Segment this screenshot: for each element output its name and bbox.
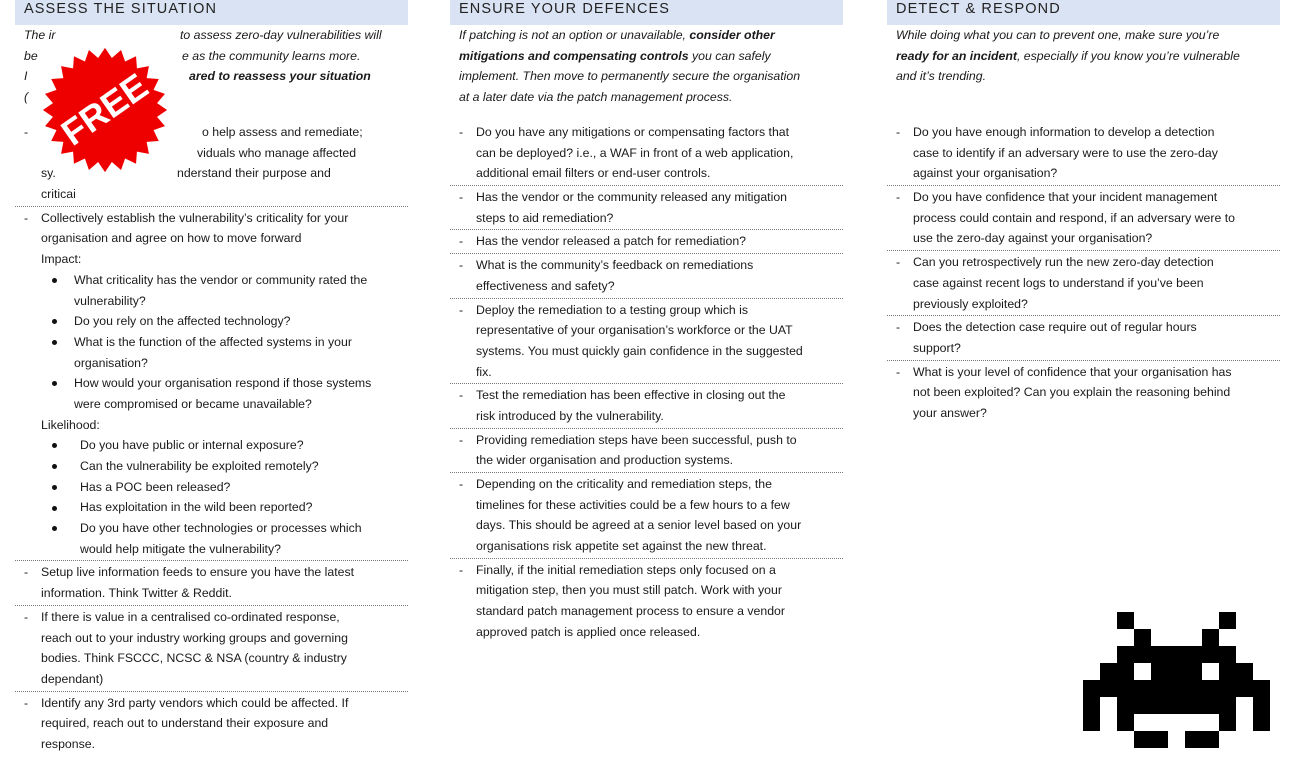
bullet-icon [52,278,57,283]
invader-pixel [1100,663,1117,680]
dash-marker: - [459,477,464,491]
invader-pixel [1134,680,1151,697]
intro-line [896,25,1280,46]
invader-pixel [1253,697,1270,714]
intro-emphasis: consider other [689,28,775,42]
invader-pixel [1117,680,1134,697]
invader-pixel [1219,697,1236,714]
intro-line [459,66,843,87]
invader-pixel [1117,646,1134,663]
item-line: case against recent logs to understand if you’ve been [913,275,1204,290]
dash-marker: - [896,320,901,335]
invader-pixel [1168,663,1185,680]
item-line: Has exploitation in the wild been reported? [80,500,313,515]
dash-marker: - [896,125,901,139]
item-line: support? [913,340,961,355]
invader-pixel [1236,680,1253,697]
item-line: Do you have public or internal exposure? [80,438,304,453]
intro-line [459,87,843,108]
dash-marker: - [459,432,464,447]
dash-marker: - [459,234,464,249]
bullet-icon [52,485,57,490]
intro-segment: at a later date via the patch management process. [459,90,733,105]
item-line: not been exploited? Can you explain the reasoning behind [913,385,1231,400]
item-line [15,184,408,205]
item-line: If there is value in a centralised co-ordinated response, [41,609,340,624]
intro-text [887,25,1280,87]
checklist-item [15,693,408,756]
item-line: were compromised or became unavailable? [74,396,312,411]
intro-fragment-right: e as the community learns more. [182,48,361,63]
checklist [15,122,408,757]
item-line: reach out to your industry working groups and governing [41,630,348,645]
invader-pixel [1253,680,1270,697]
intro-segment: and it’s trending. [896,69,987,84]
invader-pixel [1185,646,1202,663]
checklist-item [15,562,408,605]
item-line: What criticality has the vendor or community rated the [74,272,368,287]
dash-marker: - [24,125,29,139]
invader-pixel [1202,646,1219,663]
space-invader-icon [1083,612,1270,748]
invader-pixel [1134,646,1151,663]
intro-line [24,25,408,46]
dash-marker: - [459,302,464,317]
item-line: Likelihood: [41,417,100,432]
item-line: Do you rely on the affected technology? [74,314,291,329]
invader-pixel [1168,646,1185,663]
item-line: effectiveness and safety? [476,278,615,293]
item-fragment-right: nderstand their purpose and [177,166,331,181]
invader-pixel [1202,680,1219,697]
item-line: Collectively establish the vulnerability’s criticality for your [41,210,349,225]
item-line: Do you have any mitigations or compensating factors that [476,125,790,139]
checklist-item [887,252,1280,316]
checklist [450,122,843,645]
invader-pixel [1253,714,1270,731]
item-line: Do you have other technologies or processes which [80,521,362,536]
item-fragment-right: viduals who manage affected [197,145,357,160]
item-line: Has a POC been released? [80,479,231,494]
checklist-item [887,362,1280,425]
invader-pixel [1219,680,1236,697]
invader-pixel [1151,663,1168,680]
item-line: process could contain and respond, if an adversary were to [913,210,1235,225]
checklist-item [450,385,843,428]
item-line: can be deployed? i.e., a WAF in front of a web application, [476,145,794,160]
item-line: systems. You must quickly gain confidence in the suggested [476,343,803,358]
checklist-item [450,300,843,385]
item-line: Providing remediation steps have been successful, push to [476,432,797,447]
dash-marker: - [459,258,464,273]
invader-pixel [1134,731,1151,748]
intro-text [450,25,843,108]
item-line: the wider organisation and production systems. [476,453,734,468]
item-line: Do you have enough information to develop a detection [913,125,1215,139]
checklist-item [15,607,408,692]
invader-pixel [1202,731,1219,748]
item-line: additional email filters or end-user controls. [476,166,711,181]
item-line: required, reach out to understand their exposure and [41,716,329,731]
checklist-item [887,317,1280,360]
checklist-item [450,231,843,254]
item-line: approved patch is applied once released. [476,624,701,639]
invader-pixel [1151,680,1168,697]
invader-pixel [1185,731,1202,748]
invader-pixel [1185,663,1202,680]
invader-pixel [1202,697,1219,714]
item-line: steps to aid remediation? [476,210,614,225]
item-line: Test the remediation has been effective in closing out the [476,388,786,403]
item-line: Deploy the remediation to a testing group which is [476,302,749,317]
item-line: What is your level of confidence that your organisation has [913,364,1232,379]
checklist [887,122,1280,426]
dash-marker: - [459,388,464,403]
dash-marker: - [24,695,29,710]
intro-fragment-left: I [24,69,28,84]
item-line: response. [41,736,96,751]
invader-pixel [1236,663,1253,680]
dash-marker: - [459,125,464,139]
column-defences [450,0,843,760]
dash-marker: - [896,190,901,205]
item-line: risk introduced by the vulnerability. [476,408,664,423]
item-line: timelines for these activities could be a few hours to a few [476,497,790,512]
intro-fragment-left: be [24,48,38,63]
section-header: ASSESS THE SITUATION [15,0,408,25]
invader-pixel [1168,697,1185,714]
item-line: dependant) [41,671,104,686]
item-line: case to identify if an adversary were to use the zero-day [913,145,1218,160]
item-line: Do you have confidence that your incident management [913,190,1218,205]
intro-fragment-right: to assess zero-day vulnerabilities will [180,28,382,42]
dash-marker: - [24,210,29,225]
invader-pixel [1185,680,1202,697]
invader-pixel [1151,731,1168,748]
invader-pixel [1117,697,1134,714]
item-line: Finally, if the initial remediation steps only focused on a [476,562,776,577]
intro-segment: implement. Then move to permanently secure the organisation [459,69,801,84]
dash-marker: - [896,364,901,379]
badge-label: FREE [54,65,156,154]
checklist-item [887,122,1280,186]
invader-pixel [1185,697,1202,714]
section-header: ENSURE YOUR DEFENCES [450,0,843,25]
intro-line [459,46,843,67]
invader-pixel [1134,697,1151,714]
invader-pixel [1168,680,1185,697]
item-line: organisation? [74,355,148,370]
invader-pixel [1219,663,1236,680]
bullet-icon [52,506,57,511]
item-line: Does the detection case require out of regular hours [913,320,1197,335]
checklist-item [887,187,1280,251]
item-line: representative of your organisation’s workforce or the UAT [476,323,793,338]
invader-pixel [1117,714,1134,731]
item-line: Setup live information feeds to ensure you have the latest [41,565,355,580]
item-fragment-left: sy. [41,166,56,181]
item-line: organisations risk appetite set against the new threat. [476,539,767,554]
item-line: your answer? [913,405,987,420]
intro-line [459,25,843,46]
item-line: would help mitigate the vulnerability? [80,541,281,556]
invader-pixel [1219,612,1236,629]
dash-marker: - [24,609,29,624]
invader-pixel [1083,714,1100,731]
item-line: What is the community’s feedback on remediations [476,258,754,273]
intro-emphasis: mitigations and compensating controls [459,48,689,63]
intro-segment: , especially if you know you’re vulnerable [1016,48,1240,63]
checklist-item [450,122,843,186]
checklist-item [450,474,843,559]
item-line: Can you retrospectively run the new zero-day detection [913,255,1214,270]
item-line: Has the vendor or the community released any mitigation [476,190,787,205]
item-line: fix. [476,364,492,379]
item-line: Impact: [41,252,82,267]
invader-pixel [1151,697,1168,714]
item-line: Depending on the criticality and remediation steps, the [476,477,772,491]
checklist-item [450,187,843,230]
bullet-icon [52,340,57,345]
intro-segment: you can safely [688,48,771,63]
item-line: vulnerability? [74,293,146,308]
intro-fragment-left: ( [24,90,29,105]
checklist-item [450,255,843,298]
item-line: mitigation step, then you must still patch. Work with your [476,583,782,598]
checklist-item [450,560,843,644]
invader-pixel [1151,646,1168,663]
intro-emphasis: ready for an incident [896,48,1017,63]
free-badge [41,46,169,174]
intro-fragment-left: The ir [24,28,56,42]
item-fragment-right: o help assess and remediate; [202,125,363,139]
dash-marker: - [24,565,29,580]
item-line: Can the vulnerability be exploited remotely? [80,459,319,473]
invader-pixel [1117,612,1134,629]
checklist-item [450,430,843,473]
item-fragment-left: criticai [41,187,76,202]
invader-pixel [1083,697,1100,714]
item-line: Has the vendor released a patch for remediation? [476,234,747,249]
item-line: What is the function of the affected systems in your [74,334,352,349]
invader-pixel [1134,629,1151,646]
invader-pixel [1219,646,1236,663]
intro-line [896,46,1280,67]
item-line: Identify any 3rd party vendors which could be affected. If [41,695,349,710]
section-header: DETECT & RESPOND [887,0,1280,25]
dash-marker: - [459,190,464,205]
intro-fragment-bold: ared to reassess your situation [189,69,371,84]
checklist-item [15,208,408,562]
item-line: standard patch management process to ensure a vendor [476,604,785,619]
dash-marker: - [896,255,901,270]
item-line: against your organisation? [913,166,1058,181]
item-line: previously exploited? [913,296,1028,311]
item-line: days. This should be agreed at a senior level based on your [476,518,802,533]
item-line: information. Think Twitter & Reddit. [41,586,232,601]
item-line: organisation and agree on how to move forward [41,231,302,246]
invader-pixel [1202,629,1219,646]
intro-segment: If patching is not an option or unavailable, [459,28,690,42]
item-line: use the zero-day against your organisation? [913,231,1153,246]
intro-line [896,66,1280,87]
intro-segment: While doing what you can to prevent one, make sure you’re [896,28,1220,42]
dash-marker: - [459,562,464,577]
item-line: How would your organisation respond if those systems [74,376,372,391]
invader-pixel [1100,680,1117,697]
invader-pixel [1083,680,1100,697]
invader-pixel [1219,714,1236,731]
item-line: bodies. Think FSCCC, NCSC & NSA (country & industry [41,651,347,666]
invader-pixel [1117,663,1134,680]
